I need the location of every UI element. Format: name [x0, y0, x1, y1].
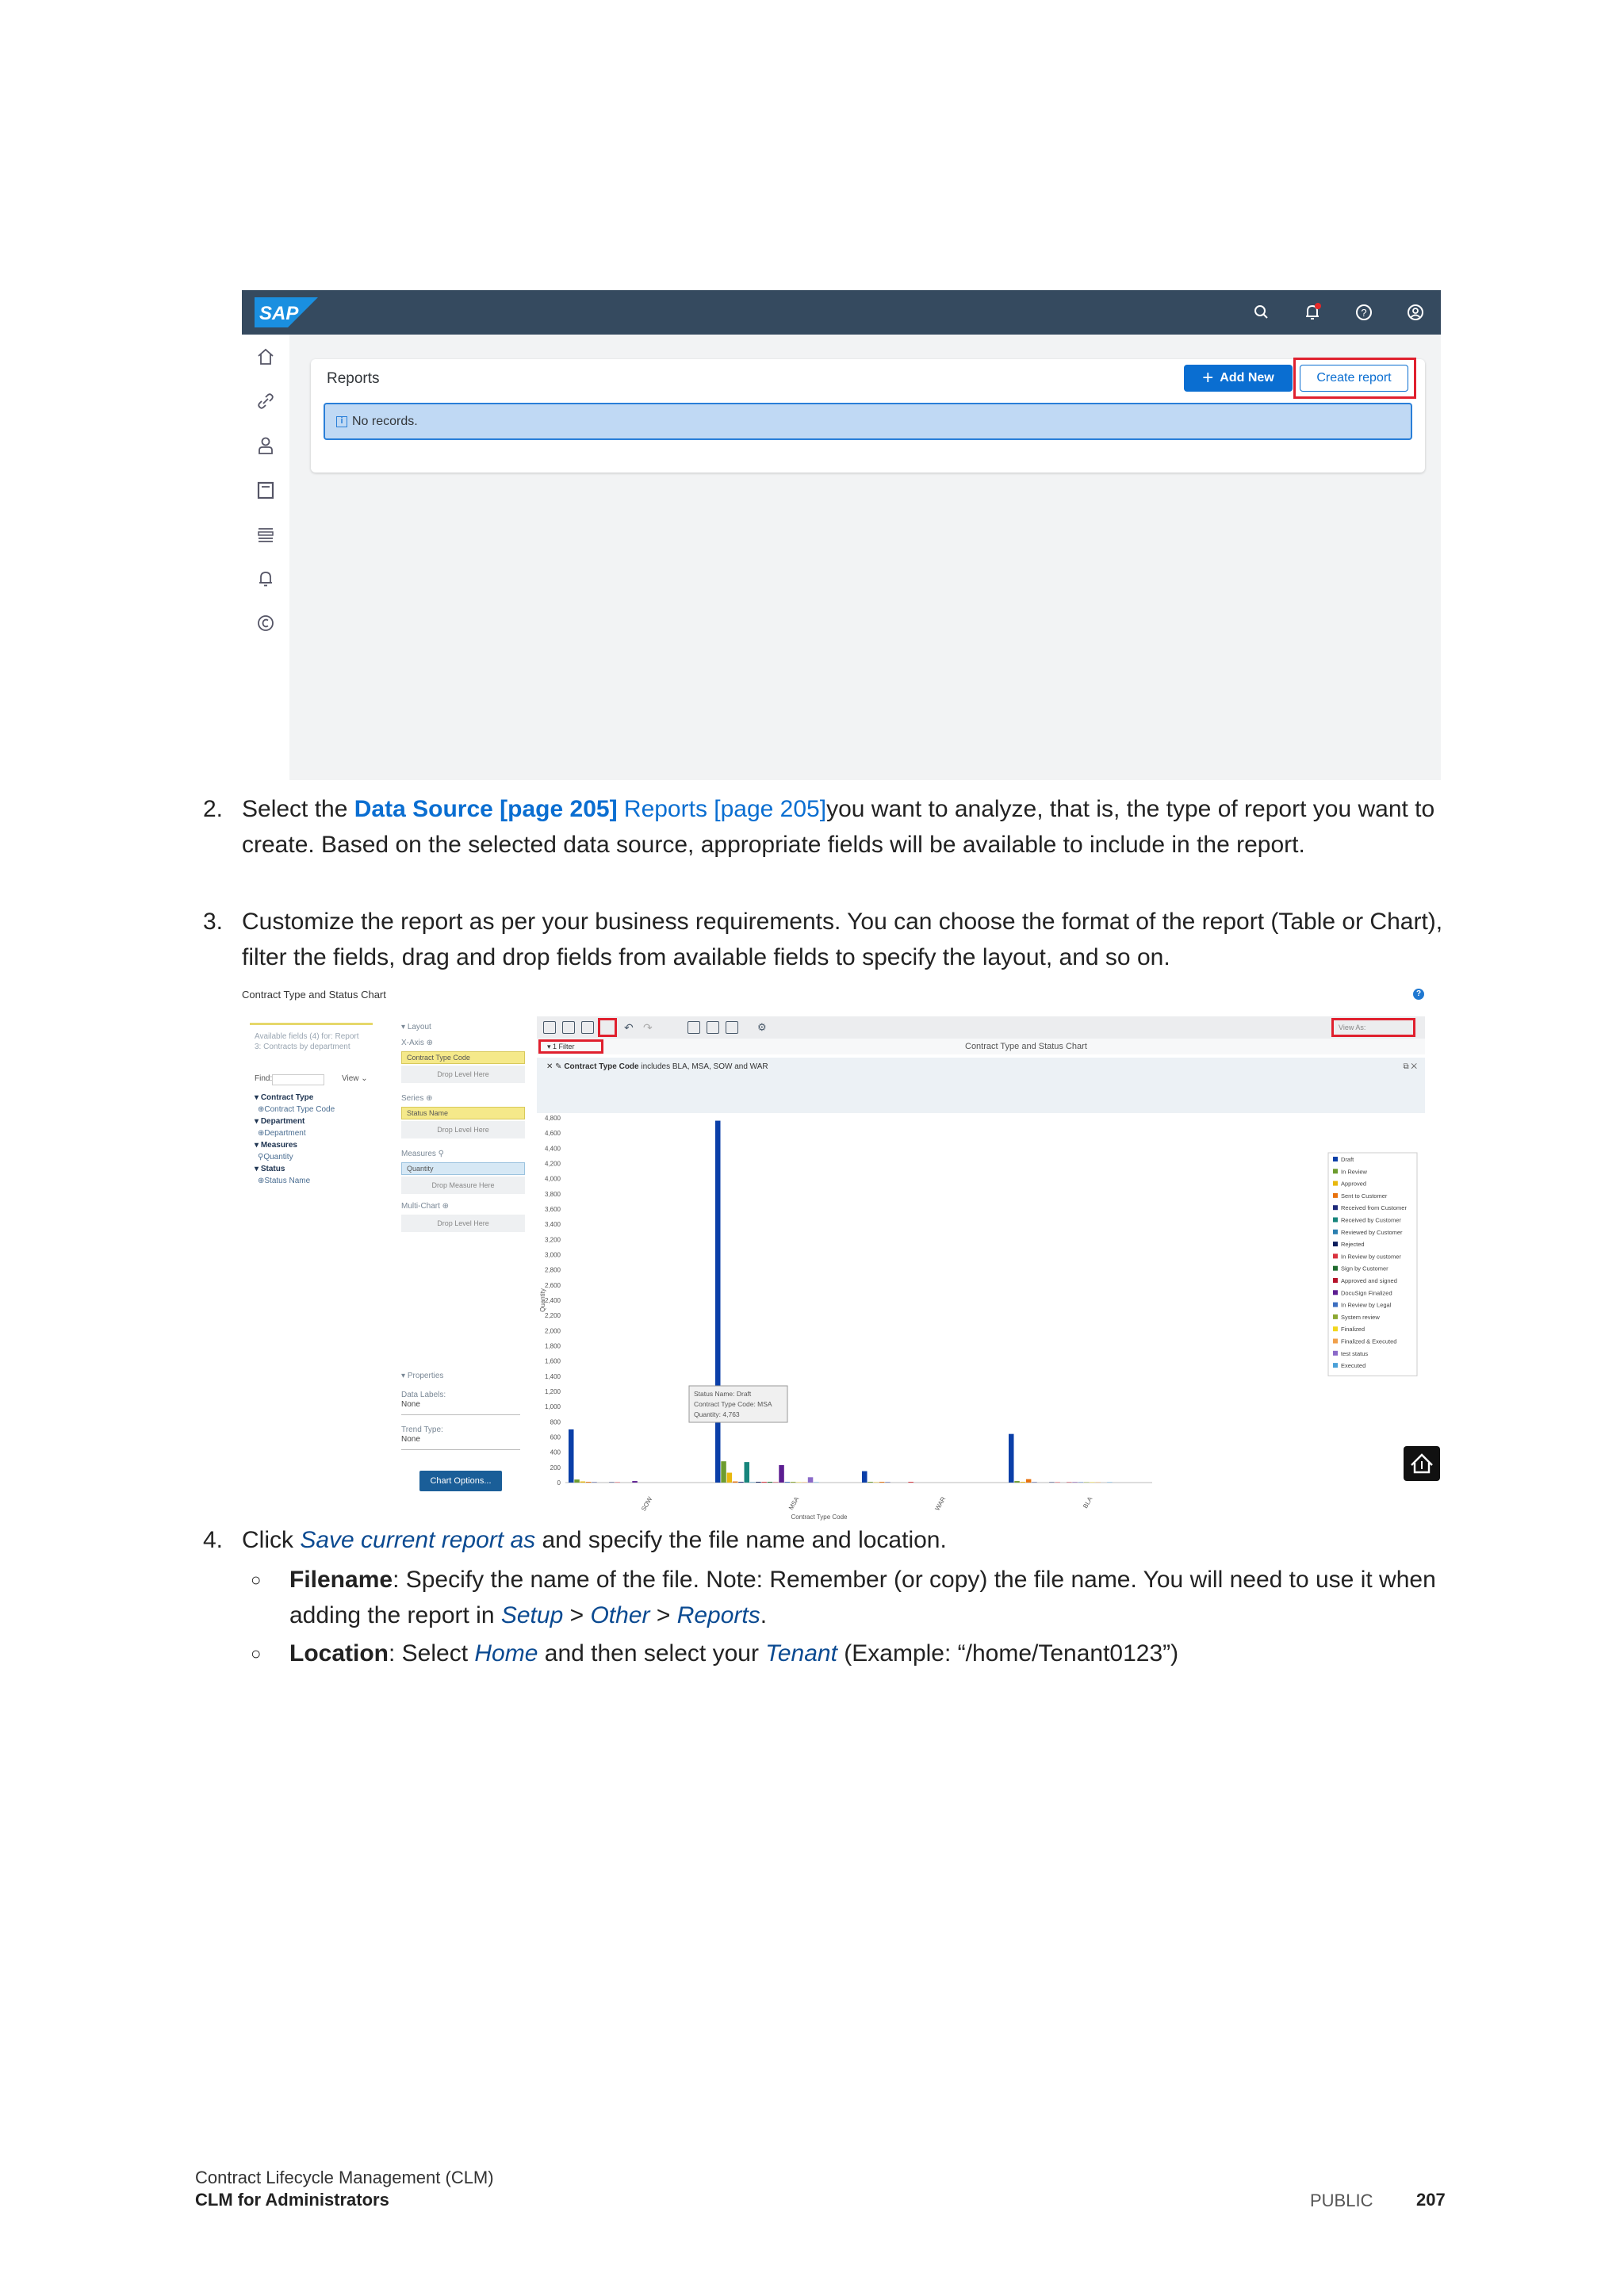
sap-logo-text: SAP [259, 303, 299, 324]
bar-chart [537, 1113, 1425, 1527]
setup-link[interactable]: Setup [500, 1602, 564, 1628]
plus-icon: + [1202, 367, 1214, 388]
chart-title: Contract Type and Status Chart [965, 1042, 1087, 1051]
copyright-icon[interactable] [255, 612, 277, 634]
bar-docusign-finalized [779, 1465, 784, 1483]
save-report-icon[interactable] [581, 1021, 594, 1034]
x-axis-drop-zone[interactable]: Drop Level Here [401, 1066, 525, 1083]
legend-swatch [1333, 1157, 1338, 1161]
legend-swatch [1333, 1230, 1338, 1234]
bar-received-by-customer [745, 1462, 750, 1483]
y-tick-label: 4,000 [544, 1175, 561, 1183]
tree-item[interactable]: ⚲Quantity [258, 1153, 293, 1161]
tree-item[interactable]: ▾ Contract Type [255, 1093, 314, 1102]
chart-area [537, 1113, 1425, 1527]
bar-system-review [791, 1482, 796, 1483]
x-axis-field[interactable]: Contract Type Code [401, 1051, 525, 1064]
y-tick-label: 1,600 [544, 1357, 561, 1365]
y-tick-label: 3,400 [544, 1221, 561, 1229]
filter-label: 1 Filter [553, 1043, 575, 1050]
bar-in-review-by-legal [785, 1482, 791, 1483]
y-tick-label: 3,600 [544, 1206, 561, 1213]
table-view-icon[interactable] [688, 1021, 700, 1034]
legend-swatch [1333, 1181, 1338, 1186]
redo-icon[interactable]: ↷ [643, 1021, 653, 1034]
footer-classification: PUBLIC [1310, 2191, 1373, 2210]
tooltip-line: Quantity: 4,763 [694, 1410, 740, 1418]
legend-swatch [1333, 1242, 1338, 1246]
bullet-text: Filename: Specify the name of the file. Note: Remember (or copy) the file name. You will need to use it when adding the report in Setup > Other > Reports. [289, 1567, 1436, 1628]
x-tick-label: WAR [933, 1495, 948, 1512]
list-icon[interactable] [255, 523, 277, 545]
bar-received-from-customer [738, 1482, 744, 1483]
field-tree [255, 1092, 335, 1187]
step-prefix: Select the [242, 796, 354, 822]
filter-condition: ✕ ✎ Contract Type Code includes BLA, MSA, SOW and WAR [546, 1062, 768, 1071]
multichart-label: Multi-Chart ⊕ [401, 1202, 450, 1211]
layout-header: ▾ Layout [401, 1023, 431, 1031]
legend-swatch [1333, 1169, 1338, 1173]
y-tick-label: 1,400 [544, 1372, 561, 1380]
y-tick-label: 1,000 [544, 1403, 561, 1411]
step-text: Customize the report as per your business requirements. You can choose the format of the report (Table or Chart), filter the fields, drag and drop fields from available fields to specify the layout, and so on. [242, 909, 1443, 970]
tree-item[interactable]: ⊕Contract Type Code [258, 1105, 335, 1114]
y-tick-label: 1,200 [544, 1388, 561, 1395]
chart-options-button[interactable]: Chart Options... [419, 1471, 502, 1491]
y-tick-label: 800 [550, 1418, 561, 1426]
bar-docusign-finalized [632, 1481, 638, 1483]
find-row [255, 1074, 373, 1087]
footer-guide: CLM for Administrators [195, 2190, 389, 2210]
add-new-label: Add New [1220, 371, 1274, 385]
y-tick-label: 2,000 [544, 1327, 561, 1335]
side-navigation [242, 335, 289, 780]
legend-swatch [1333, 1253, 1338, 1258]
reports-screenshot [242, 290, 1441, 780]
bar-sign-by-customer [768, 1482, 773, 1483]
tree-item[interactable]: ▾ Status [255, 1165, 285, 1173]
chart-toolbar [537, 1016, 1425, 1039]
bar-in-review [574, 1479, 580, 1483]
x-axis-label: X-Axis ⊕ [401, 1039, 434, 1047]
bar-draft [1009, 1434, 1014, 1483]
legend-label: In Review by Legal [1341, 1301, 1392, 1309]
bar-sent-to-customer [733, 1482, 738, 1483]
view-as-selector[interactable] [1331, 1018, 1415, 1037]
tooltip-line: Contract Type Code: MSA [694, 1400, 772, 1408]
x-tick-label: MSA [787, 1495, 801, 1512]
tree-item[interactable]: ⊕Department [258, 1129, 306, 1138]
legend-swatch [1333, 1303, 1338, 1307]
view-as-label: View As: [1339, 1024, 1366, 1031]
legend-swatch [1333, 1193, 1338, 1198]
bullet-term: Filename [289, 1567, 393, 1593]
open-report-icon[interactable] [562, 1021, 575, 1034]
x-tick-label: BLA [1082, 1495, 1094, 1510]
y-tick-label: 0 [557, 1479, 561, 1487]
legend-label: In Review [1341, 1168, 1367, 1176]
step-text [242, 791, 1487, 863]
legend-label: Executed [1341, 1362, 1366, 1370]
bar-in-review-by-customer [761, 1482, 767, 1483]
home-icon[interactable] [1404, 1446, 1440, 1481]
y-tick-label: 400 [550, 1448, 561, 1456]
legend-label: In Review by customer [1341, 1253, 1401, 1261]
bar-approved [580, 1482, 586, 1483]
bar-approved [727, 1473, 733, 1483]
data-labels-label: Data Labels: [401, 1391, 446, 1399]
close-filter-icon[interactable]: ⧉ ✕ [1403, 1062, 1417, 1071]
legend-swatch [1333, 1351, 1338, 1356]
legend-swatch [1333, 1339, 1338, 1344]
series-drop-zone[interactable]: Drop Level Here [401, 1121, 525, 1138]
save-as-highlight[interactable] [598, 1018, 617, 1037]
available-fields-panel [250, 1023, 373, 1527]
legend-label: Sent to Customer [1341, 1192, 1388, 1200]
legend-swatch [1333, 1314, 1338, 1319]
y-tick-label: 2,600 [544, 1281, 561, 1289]
find-label: Find: [255, 1074, 273, 1083]
measures-drop-zone[interactable]: Drop Measure Here [401, 1177, 525, 1194]
bar-sent-to-customer [586, 1482, 592, 1483]
undo-icon[interactable]: ↶ [624, 1021, 634, 1034]
measures-field[interactable]: Quantity [401, 1162, 525, 1175]
legend-swatch [1333, 1266, 1338, 1271]
y-tick-label: 2,800 [544, 1266, 561, 1274]
legend-label: Rejected [1341, 1241, 1365, 1249]
person-icon[interactable] [255, 434, 277, 457]
legend-swatch [1333, 1278, 1338, 1283]
bar-rejected [756, 1482, 761, 1483]
tree-item[interactable]: ▾ Measures [255, 1141, 297, 1150]
shell-bar [242, 290, 1441, 335]
bullet-term: Location [289, 1640, 389, 1667]
reports-nav-link[interactable]: Reports [676, 1602, 760, 1628]
divider [401, 1449, 520, 1450]
legend-swatch [1333, 1363, 1338, 1368]
legend-label: Received from Customer [1341, 1204, 1407, 1212]
home-icon[interactable] [255, 346, 277, 368]
bar-draft [569, 1429, 574, 1483]
x-tick-label: SOW [640, 1495, 654, 1513]
step-rest: you want to analyze, that is, the type of report you want to create. Based on the selected data source, appropriate fields will be available to include in the report. [242, 796, 1435, 858]
filter-toggle[interactable]: ▾ 1 Filter [538, 1039, 603, 1054]
home-link[interactable]: Home [474, 1640, 538, 1667]
bar-in-review [1014, 1481, 1020, 1483]
y-tick-label: 600 [550, 1433, 561, 1441]
svg-text:?: ? [1361, 307, 1367, 319]
available-fields-header: Available fields (4) for: Report 3: Contracts by department [255, 1032, 359, 1051]
data-labels-select[interactable]: None [401, 1400, 420, 1409]
filter-bar [537, 1039, 1425, 1054]
reports-link[interactable]: Reports [page 205] [617, 796, 827, 822]
bar-sent-to-customer [1026, 1479, 1032, 1483]
filter-values: includes BLA, MSA, SOW and WAR [638, 1062, 768, 1071]
bell-icon[interactable] [1301, 301, 1323, 323]
y-tick-label: 3,200 [544, 1236, 561, 1244]
legend-swatch [1333, 1218, 1338, 1223]
legend-label: DocuSign Finalized [1341, 1289, 1392, 1297]
no-records-text: No records. [352, 414, 418, 428]
step-number: 2. [203, 796, 224, 822]
y-tick-label: 4,600 [544, 1130, 561, 1138]
bar-in-review-by-customer [908, 1482, 914, 1483]
bullet-marker: ○ [251, 1644, 262, 1663]
no-records-message [324, 403, 1412, 440]
reports-title: Reports [327, 370, 380, 387]
legend-swatch [1333, 1326, 1338, 1331]
series-field[interactable]: Status Name [401, 1107, 525, 1119]
step-text [242, 1522, 1487, 1558]
step-number: 4. [203, 1527, 224, 1553]
search-icon[interactable] [1251, 301, 1273, 323]
tree-item[interactable]: ▾ Department [255, 1117, 305, 1126]
add-new-button[interactable] [1184, 365, 1293, 392]
properties-header: ▾ Properties [401, 1372, 444, 1380]
filter-field: Contract Type Code [564, 1062, 639, 1071]
bullet-marker: ○ [251, 1570, 262, 1590]
user-icon[interactable] [1404, 301, 1427, 323]
step-number: 3. [203, 909, 224, 935]
bullet-text: Location: Select Home and then select your Tenant (Example: “/home/Tenant0123”) [289, 1640, 1179, 1667]
trend-type-select[interactable]: None [401, 1435, 420, 1444]
view-dropdown[interactable]: View ⌄ [342, 1074, 368, 1083]
bell-icon[interactable] [255, 568, 277, 590]
legend-label: Received by Customer [1341, 1216, 1401, 1224]
sap-logo[interactable] [255, 297, 318, 327]
y-tick-label: 3,000 [544, 1251, 561, 1259]
legend-label: Draft [1341, 1156, 1354, 1163]
view-label: View [342, 1074, 359, 1083]
highlight-box [1293, 358, 1416, 399]
y-tick-label: 4,200 [544, 1160, 561, 1168]
layout-panel [396, 1023, 535, 1527]
tree-item[interactable]: ⊕Status Name [258, 1177, 311, 1185]
create-report-button[interactable]: Create report [1300, 365, 1408, 392]
settings-icon[interactable]: ⚙ [757, 1021, 767, 1033]
legend-label: Approved and signed [1341, 1277, 1397, 1284]
filter-description [537, 1058, 1425, 1113]
legend-swatch [1333, 1290, 1338, 1295]
y-tick-label: 2,200 [544, 1312, 561, 1320]
bar-in-review [868, 1482, 873, 1483]
x-axis-title: Contract Type Code [791, 1513, 848, 1521]
legend-label: Approved [1341, 1180, 1367, 1188]
y-tick-label: 4,800 [544, 1115, 561, 1122]
other-link[interactable]: Other [590, 1602, 650, 1628]
tenant-link[interactable]: Tenant [765, 1640, 837, 1667]
step-rest: and specify the file name and location. [535, 1527, 947, 1553]
grid-view-icon[interactable] [707, 1021, 719, 1034]
chart-editor-screenshot [242, 985, 1445, 1527]
reports-card [311, 359, 1425, 473]
page-number: 207 [1416, 2190, 1446, 2210]
multichart-drop-zone[interactable]: Drop Level Here [401, 1215, 525, 1232]
save-current-report-link[interactable]: Save current report as [300, 1527, 536, 1553]
legend-label: Finalized [1341, 1326, 1365, 1334]
legend-label: test status [1341, 1349, 1369, 1357]
y-tick-label: 200 [550, 1464, 561, 1471]
filter-icon[interactable] [726, 1021, 738, 1034]
y-tick-label: 1,800 [544, 1342, 561, 1350]
document-icon[interactable] [255, 479, 277, 501]
find-input[interactable] [272, 1074, 324, 1085]
bar-test-status [808, 1477, 814, 1483]
trend-type-label: Trend Type: [401, 1425, 443, 1434]
data-source-link[interactable]: Data Source [page 205] [354, 796, 618, 822]
legend-label: Reviewed by Customer [1341, 1228, 1403, 1236]
legend-label: Finalized & Executed [1341, 1337, 1397, 1345]
info-icon: i [336, 416, 347, 427]
divider [401, 1414, 520, 1415]
legend-label: Sign by Customer [1341, 1265, 1388, 1272]
bar-sent-to-customer [879, 1482, 885, 1483]
y-tick-label: 4,400 [544, 1145, 561, 1153]
series-label: Series ⊕ [401, 1094, 433, 1103]
measures-label: Measures ⚲ [401, 1150, 445, 1158]
y-tick-label: 3,800 [544, 1190, 561, 1198]
chart-editor-title: Contract Type and Status Chart [242, 989, 386, 1001]
step-prefix: Click [242, 1527, 301, 1553]
help-icon[interactable]: ? [1413, 989, 1424, 1000]
footer-product: Contract Lifecycle Management (CLM) [195, 2168, 494, 2187]
legend-label: System review [1341, 1313, 1380, 1321]
bar-approved [1021, 1482, 1026, 1483]
y-axis-title: Quantity [539, 1288, 546, 1312]
y-tick-label: 2,400 [544, 1297, 561, 1304]
notification-dot [1315, 303, 1321, 309]
legend-swatch [1333, 1205, 1338, 1210]
bar-draft [862, 1471, 868, 1483]
bar-in-review [721, 1461, 726, 1483]
new-report-icon[interactable] [543, 1021, 556, 1034]
tooltip-line: Status Name: Draft [694, 1390, 752, 1398]
bar-draft [715, 1121, 721, 1483]
link-icon[interactable] [255, 390, 277, 412]
help-icon[interactable] [1353, 301, 1375, 323]
